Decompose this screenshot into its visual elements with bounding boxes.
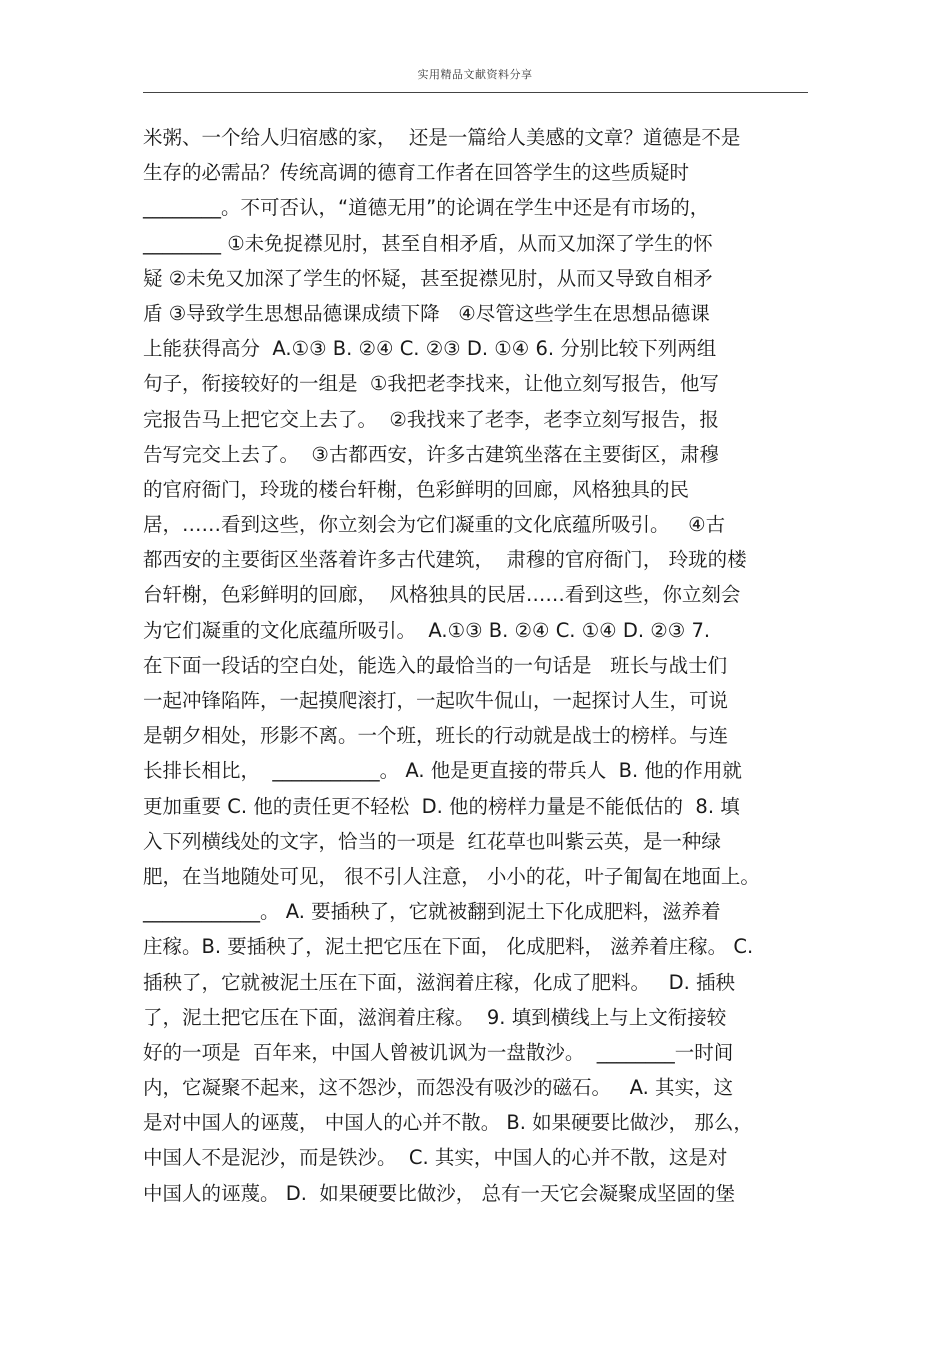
- text-line: 长排长相比， ___________。 A. 他是更直接的带兵人 B. 他的作用就: [143, 759, 742, 783]
- text-line: 完报告马上把它交上去了。 ②我找来了老李，老李立刻写报告，报: [143, 407, 719, 431]
- page-header: 实用精品文献资料分享: [417, 68, 533, 81]
- text-line: 疑 ②未免又加深了学生的怀疑，甚至捉襟见肘，从而又导致自相矛: [143, 266, 713, 290]
- text-line: 生存的必需品？传统高调的德育工作者在回答学生的这些质疑时: [143, 161, 690, 185]
- text-line: 居，……看到这些，你立刻会为它们凝重的文化底蕴所吸引。 ④古: [143, 513, 726, 537]
- text-line: ________。不可否认，“道德无用”的论调在学生中还是有市场的，: [143, 196, 710, 220]
- text-line: 上能获得高分 A.①③ B. ②④ C. ②③ D. ①④ 6. 分别比较下列两组: [143, 337, 717, 361]
- header-divider: [143, 92, 808, 93]
- text-line: 在下面一段话的空白处，能选入的最恰当的一句话是 班长与战士们: [143, 653, 728, 677]
- text-line: 盾 ③导致学生思想品德课成绩下降 ④尽管这些学生在思想品德课: [143, 301, 710, 325]
- text-line: 内，它凝聚不起来，这不怨沙，而怨没有吸沙的磁石。 A. 其实，这: [143, 1076, 733, 1100]
- text-line: 句子，衔接较好的一组是 ①我把老李找来，让他立刻写报告，他写: [143, 372, 719, 396]
- text-line: 米粥、一个给人归宿感的家， 还是一篇给人美感的文章？道德是不是: [143, 126, 741, 149]
- document-body: [143, 120, 808, 1211]
- text-line: 中国人的诬蔑。 D. 如果硬要比做沙， 总有一天它会凝聚成坚固的堡: [143, 1181, 736, 1205]
- text-line: 都西安的主要街区坐落着许多古代建筑， 肃穆的官府衙门， 玲珑的楼: [143, 548, 747, 572]
- text-line: 一起冲锋陷阵，一起摸爬滚打，一起吹牛侃山，一起探讨人生，可说: [143, 689, 729, 712]
- text-line: 为它们凝重的文化底蕴所吸引。 A.①③ B. ②④ C. ①④ D. ②③ 7.: [143, 618, 711, 642]
- text-line: ________ ①未免捉襟见肘，甚至自相矛盾，从而又加深了学生的怀: [143, 231, 713, 255]
- text-line: 中国人不是泥沙，而是铁沙。 C. 其实，中国人的心并不散，这是对: [143, 1146, 728, 1170]
- text-line: 庄稼。B. 要插秧了，泥土把它压在下面， 化成肥料， 滋养着庄稼。 C.: [143, 935, 754, 959]
- text-line: 肥，在当地随处可见， 很不引人注意， 小小的花，叶子匍匐在地面上。: [143, 864, 760, 888]
- text-line: 是对中国人的诬蔑， 中国人的心并不散。 B. 如果硬要比做沙， 那么，: [143, 1111, 753, 1135]
- text-line: ____________。 A. 要插秧了，它就被翻到泥土下化成肥料，滋养着: [143, 900, 721, 924]
- text-line: 台轩榭，色彩鲜明的回廊， 风格独具的民居……看到这些，你立刻会: [143, 583, 741, 607]
- text-line: 入下列横线处的文字，恰当的一项是 红花草也叫紫云英，是一种绿: [143, 829, 721, 853]
- text-line: 更加重要 C. 他的责任更不轻松 D. 他的榜样力量是不能低估的 8. 填: [143, 794, 740, 818]
- text-line: 是朝夕相处，形影不离。一个班，班长的行动就是战士的榜样。与连: [143, 724, 729, 748]
- text-line: 的官府衙门，玲珑的楼台轩榭，色彩鲜明的回廊，风格独具的民: [143, 477, 690, 501]
- text-line: 告写完交上去了。 ③古都西安，许多古建筑坐落在主要街区，肃穆: [143, 442, 719, 466]
- text-line: 好的一项是 百年来，中国人曾被讥讽为一盘散沙。 ________一时间: [143, 1040, 734, 1064]
- text-line: 插秧了，它就被泥土压在下面，滋润着庄稼，化成了肥料。 D. 插秧: [143, 970, 736, 994]
- text-line: 了，泥土把它压在下面，滋润着庄稼。 9. 填到横线上与上文衔接较: [143, 1005, 727, 1029]
